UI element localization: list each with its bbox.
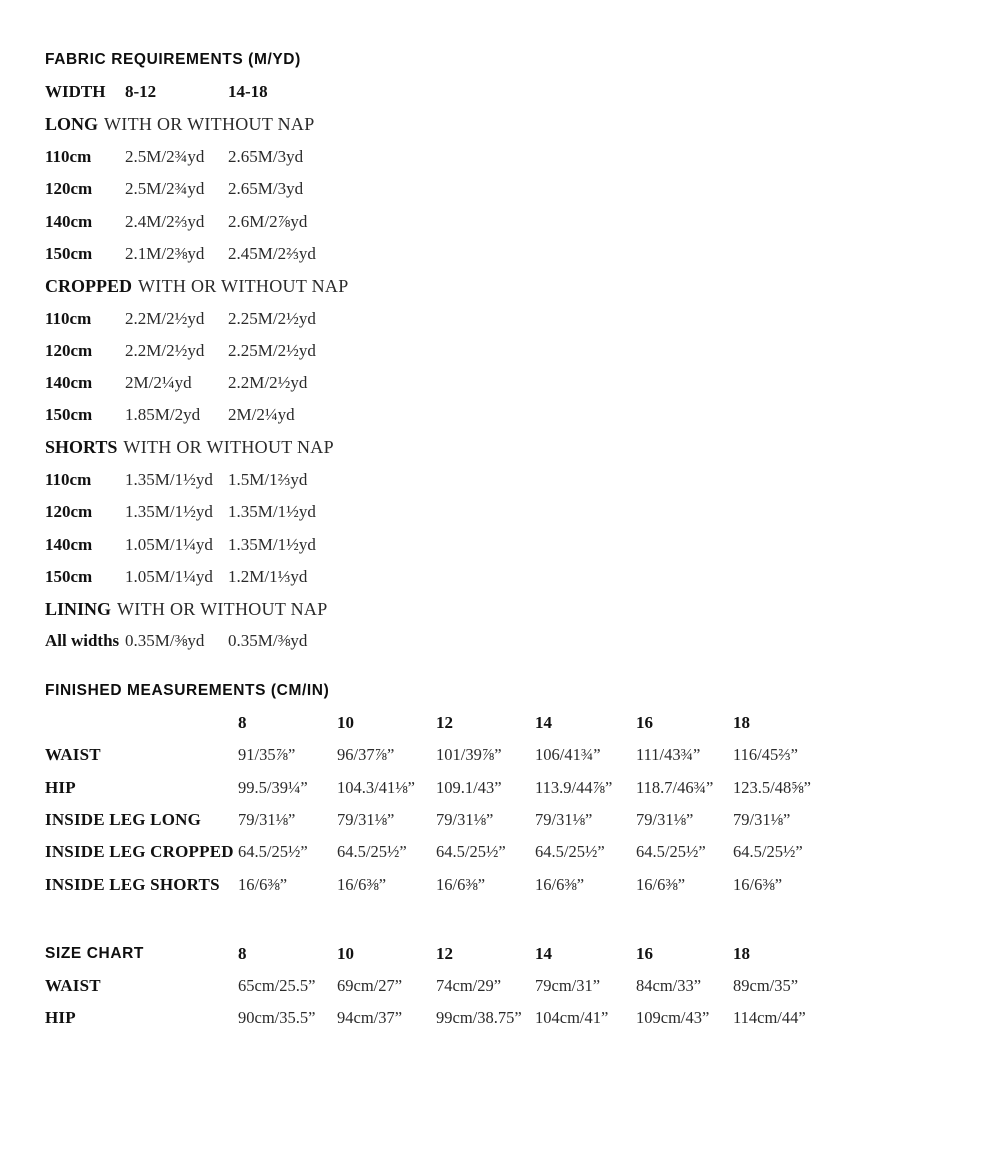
table-row xyxy=(45,561,944,593)
section-name: LONG xyxy=(45,114,99,135)
measurement-value: 111/43¾” xyxy=(636,745,701,765)
fabric-width: 140cm xyxy=(45,211,93,231)
measurement-value: 116/45⅔” xyxy=(733,745,798,765)
section-nap-note: WITH OR WITHOUT NAP xyxy=(123,437,334,458)
table-row xyxy=(45,528,944,560)
measurement-value: 79/31⅛” xyxy=(636,809,694,829)
yardage-14-18: 1.2M/1⅓yd xyxy=(228,566,308,586)
measurement-value: 64.5/25½” xyxy=(436,842,506,862)
section-header-lining xyxy=(45,593,944,625)
size-col-14: 14 xyxy=(535,943,552,963)
fabric-width: 140cm xyxy=(45,534,93,554)
table-row xyxy=(45,868,944,900)
measurement-value: 101/39⅞” xyxy=(436,745,502,765)
size-col-16: 16 xyxy=(636,713,653,733)
yardage-8-12: 2M/2¼yd xyxy=(125,373,192,393)
body-measurement-value: 104cm/41” xyxy=(535,1008,609,1028)
width-header-row xyxy=(45,76,944,108)
fabric-width: 120cm xyxy=(45,179,93,199)
measurement-value: 123.5/48⅝” xyxy=(733,777,811,797)
section-header-shorts xyxy=(45,432,944,464)
yardage-14-18: 2.65M/3yd xyxy=(228,147,304,167)
yardage-14-18: 1.5M/1⅔yd xyxy=(228,470,308,489)
body-measurement-label: WAIST xyxy=(45,976,101,996)
table-row xyxy=(45,302,944,334)
fabric-width: 150cm xyxy=(45,405,93,425)
body-measurement-value: 89cm/35” xyxy=(733,976,799,996)
table-row xyxy=(45,464,944,496)
table-row xyxy=(45,836,944,868)
yardage-8-12: 1.35M/1½yd xyxy=(125,470,213,489)
yardage-14-18: 2.25M/2½yd xyxy=(228,308,316,328)
size-col-14: 14 xyxy=(535,713,552,733)
body-measurement-value: 79cm/31” xyxy=(535,976,601,996)
yardage-14-18: 2.25M/2½yd xyxy=(228,340,316,360)
table-row xyxy=(45,1002,944,1034)
size-group-8-12: 8-12 xyxy=(125,82,157,102)
fabric-width: All widths xyxy=(45,631,120,651)
section-name: CROPPED xyxy=(45,275,132,296)
measurement-value: 16/6⅜” xyxy=(337,874,387,894)
body-measurement-label: HIP xyxy=(45,1008,76,1028)
size-col-8: 8 xyxy=(238,713,247,733)
size-col-10: 10 xyxy=(337,943,354,963)
measurement-value: 91/35⅞” xyxy=(238,745,296,765)
measurement-value: 64.5/25½” xyxy=(337,842,407,862)
table-row xyxy=(45,141,944,173)
size-col-16: 16 xyxy=(636,943,653,963)
fabric-width: 110cm xyxy=(45,470,92,489)
measurement-value: 16/6⅜” xyxy=(238,874,288,894)
yardage-14-18: 2.2M/2½yd xyxy=(228,373,308,393)
measurement-value: 99.5/39¼” xyxy=(238,777,308,797)
fabric-width: 140cm xyxy=(45,373,93,393)
measurement-label: HIP xyxy=(45,777,76,797)
size-col-8: 8 xyxy=(238,943,247,963)
measurement-value: 96/37⅞” xyxy=(337,745,395,765)
yardage-14-18: 2.65M/3yd xyxy=(228,179,304,199)
measurement-label: WAIST xyxy=(45,745,101,765)
size-col-10: 10 xyxy=(337,713,354,733)
measurement-value: 104.3/41⅛” xyxy=(337,777,415,797)
size-chart-header-row xyxy=(45,938,944,970)
yardage-8-12: 2.2M/2½yd xyxy=(125,340,205,360)
yardage-8-12: 2.5M/2¾yd xyxy=(125,179,205,199)
size-col-12: 12 xyxy=(436,713,453,733)
measurement-value: 106/41¾” xyxy=(535,745,601,765)
body-measurement-value: 65cm/25.5” xyxy=(238,976,316,996)
yardage-8-12: 2.5M/2¾yd xyxy=(125,147,205,167)
measurement-label: INSIDE LEG CROPPED xyxy=(45,842,234,862)
yardage-8-12: 2.4M/2⅔yd xyxy=(125,211,205,231)
section-header-cropped xyxy=(45,270,944,302)
size-chart-title: SIZE CHART xyxy=(45,944,144,962)
yardage-8-12: 2.1M/2⅜yd xyxy=(125,243,205,263)
width-label: WIDTH xyxy=(45,82,106,102)
table-row xyxy=(45,804,944,836)
size-col-18: 18 xyxy=(733,943,750,963)
measurement-value: 79/31⅛” xyxy=(238,809,296,829)
fabric-requirements-title: FABRIC REQUIREMENTS (M/YD) xyxy=(45,51,301,69)
measurement-value: 16/6⅜” xyxy=(636,874,686,894)
finished-sizes-header-row xyxy=(45,707,944,739)
measurement-value: 118.7/46¾” xyxy=(636,777,714,797)
yardage-8-12: 1.85M/2yd xyxy=(125,405,201,425)
yardage-14-18: 2.6M/2⅞yd xyxy=(228,211,308,231)
size-col-18: 18 xyxy=(733,713,750,733)
measurement-value: 64.5/25½” xyxy=(238,842,308,862)
section-header-long xyxy=(45,109,944,141)
yardage-8-12: 2.2M/2½yd xyxy=(125,308,205,328)
section-nap-note: WITH OR WITHOUT NAP xyxy=(117,598,328,619)
section-nap-note: WITH OR WITHOUT NAP xyxy=(104,114,315,135)
fabric-width: 120cm xyxy=(45,502,93,522)
section-nap-note: WITH OR WITHOUT NAP xyxy=(138,275,349,296)
section-name: LINING xyxy=(45,598,112,619)
measurement-label: INSIDE LEG SHORTS xyxy=(45,874,220,894)
yardage-8-12: 0.35M/⅜yd xyxy=(125,631,205,651)
body-measurement-value: 69cm/27” xyxy=(337,976,403,996)
yardage-14-18: 1.35M/1½yd xyxy=(228,534,316,554)
body-measurement-value: 114cm/44” xyxy=(733,1008,806,1028)
fabric-width: 150cm xyxy=(45,243,93,263)
table-row xyxy=(45,496,944,528)
measurement-value: 113.9/44⅞” xyxy=(535,777,613,797)
body-measurement-value: 90cm/35.5” xyxy=(238,1008,316,1028)
yardage-8-12: 1.35M/1½yd xyxy=(125,502,213,522)
body-measurement-value: 84cm/33” xyxy=(636,976,702,996)
table-row xyxy=(45,399,944,431)
measurement-value: 109.1/43” xyxy=(436,777,502,797)
size-group-14-18: 14-18 xyxy=(228,82,268,102)
yardage-14-18: 1.35M/1½yd xyxy=(228,502,316,522)
measurement-value: 16/6⅜” xyxy=(436,874,486,894)
yardage-14-18: 2.45M/2⅔yd xyxy=(228,243,316,263)
fabric-width: 150cm xyxy=(45,566,93,586)
body-measurement-value: 99cm/38.75” xyxy=(436,1008,522,1028)
yardage-14-18: 2M/2¼yd xyxy=(228,405,295,425)
measurement-value: 79/31⅛” xyxy=(436,809,494,829)
table-row xyxy=(45,335,944,367)
measurement-value: 64.5/25½” xyxy=(636,842,706,862)
body-measurement-value: 94cm/37” xyxy=(337,1008,403,1028)
size-col-12: 12 xyxy=(436,943,453,963)
section-name: SHORTS xyxy=(45,437,118,458)
table-row xyxy=(45,625,944,657)
measurement-value: 79/31⅛” xyxy=(733,809,791,829)
fabric-width: 110cm xyxy=(45,308,92,328)
measurement-value: 79/31⅛” xyxy=(337,809,395,829)
yardage-14-18: 0.35M/⅜yd xyxy=(228,631,308,651)
measurement-label: INSIDE LEG LONG xyxy=(45,809,202,829)
table-row xyxy=(45,367,944,399)
table-row xyxy=(45,970,944,1002)
table-row xyxy=(45,739,944,771)
measurement-value: 64.5/25½” xyxy=(535,842,605,862)
measurement-value: 16/6⅜” xyxy=(535,874,585,894)
body-measurement-value: 74cm/29” xyxy=(436,976,502,996)
table-row xyxy=(45,238,944,270)
measurement-value: 79/31⅛” xyxy=(535,809,593,829)
measurement-value: 16/6⅜” xyxy=(733,874,783,894)
yardage-8-12: 1.05M/1¼yd xyxy=(125,534,213,554)
fabric-width: 120cm xyxy=(45,340,93,360)
table-row xyxy=(45,173,944,205)
body-measurement-value: 109cm/43” xyxy=(636,1008,710,1028)
measurement-value: 64.5/25½” xyxy=(733,842,803,862)
table-row xyxy=(45,772,944,804)
table-row xyxy=(45,205,944,237)
finished-measurements-title: FINISHED MEASUREMENTS (CM/IN) xyxy=(45,681,330,699)
fabric-width: 110cm xyxy=(45,147,92,167)
yardage-8-12: 1.05M/1¼yd xyxy=(125,566,213,586)
